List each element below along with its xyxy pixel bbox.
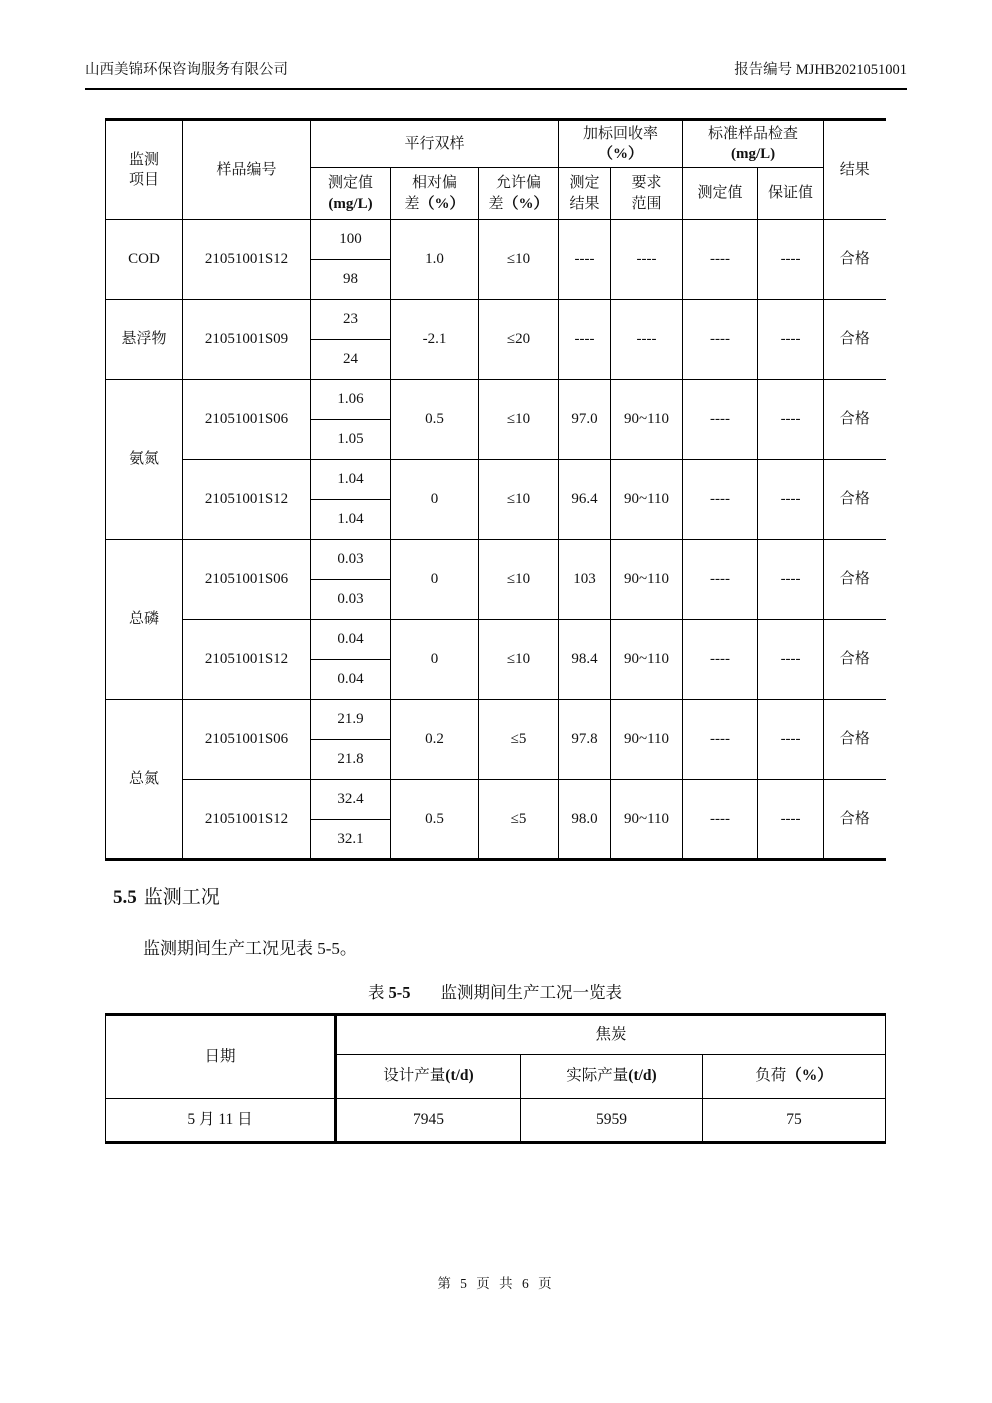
page-header	[85, 58, 907, 90]
col-header-product: 焦炭	[336, 1015, 886, 1055]
measured-value-2: 32.1	[311, 820, 391, 860]
col-header-allowed-dev: 允许偏 差（%）	[479, 168, 559, 220]
date-cell: 5 月 11 日	[106, 1099, 336, 1143]
measured-value-1: 1.04	[311, 460, 391, 500]
recovery-result: 96.4	[559, 460, 611, 540]
col-header-design-output: 设计产量(t/d)	[336, 1055, 521, 1099]
measured-value-1: 0.03	[311, 540, 391, 580]
result: 合格	[824, 220, 886, 300]
table-row	[106, 1099, 886, 1143]
result: 合格	[824, 780, 886, 860]
relative-deviation: 0	[391, 620, 479, 700]
allowed-deviation: ≤10	[479, 540, 559, 620]
relative-deviation: 0	[391, 540, 479, 620]
sample-id: 21051001S06	[183, 380, 311, 460]
report-number: 报告编号 MJHB2021051001	[734, 62, 907, 78]
recovery-range: ----	[611, 220, 683, 300]
std-certified: ----	[758, 780, 824, 860]
caption-prefix: 表	[368, 983, 385, 1002]
relative-deviation: -2.1	[391, 300, 479, 380]
measured-value-2: 1.05	[311, 420, 391, 460]
std-certified: ----	[758, 220, 824, 300]
recovery-range: 90~110	[611, 780, 683, 860]
col-header-std-measured: 测定值	[683, 168, 758, 220]
recovery-result: 97.0	[559, 380, 611, 460]
result: 合格	[824, 540, 886, 620]
item-name: 悬浮物	[106, 300, 183, 380]
measured-value-2: 24	[311, 340, 391, 380]
actual-output-cell: 5959	[521, 1099, 703, 1143]
qc-results-table	[105, 118, 886, 861]
col-header-load: 负荷（%）	[703, 1055, 886, 1099]
table-caption	[105, 979, 885, 1003]
std-measured: ----	[683, 540, 758, 620]
measured-value-1: 21.9	[311, 700, 391, 740]
std-measured: ----	[683, 620, 758, 700]
load-cell: 75	[703, 1099, 886, 1143]
item-name: COD	[106, 220, 183, 300]
std-measured: ----	[683, 700, 758, 780]
recovery-range: ----	[611, 300, 683, 380]
relative-deviation: 0.5	[391, 380, 479, 460]
recovery-result: ----	[559, 300, 611, 380]
std-certified: ----	[758, 300, 824, 380]
result: 合格	[824, 300, 886, 380]
col-header-rec-range: 要求 范围	[611, 168, 683, 220]
measured-value-1: 23	[311, 300, 391, 340]
item-name: 总氮	[106, 700, 183, 860]
production-table	[105, 1013, 886, 1144]
std-measured: ----	[683, 300, 758, 380]
std-measured: ----	[683, 460, 758, 540]
relative-deviation: 0.2	[391, 700, 479, 780]
relative-deviation: 0	[391, 460, 479, 540]
recovery-range: 90~110	[611, 540, 683, 620]
col-header-measured: 测定值 (mg/L)	[311, 168, 391, 220]
allowed-deviation: ≤10	[479, 460, 559, 540]
col-header-std-certified: 保证值	[758, 168, 824, 220]
item-name: 总磷	[106, 540, 183, 700]
recovery-range: 90~110	[611, 460, 683, 540]
page-number: 第 5 页 共 6 页	[437, 1276, 555, 1291]
result: 合格	[824, 700, 886, 780]
recovery-range: 90~110	[611, 620, 683, 700]
allowed-deviation: ≤20	[479, 300, 559, 380]
company-name: 山西美锦环保咨询服务有限公司	[85, 62, 288, 78]
recovery-result: 103	[559, 540, 611, 620]
measured-value-1: 1.06	[311, 380, 391, 420]
std-measured: ----	[683, 220, 758, 300]
allowed-deviation: ≤10	[479, 620, 559, 700]
allowed-deviation: ≤10	[479, 380, 559, 460]
recovery-range: 90~110	[611, 380, 683, 460]
allowed-deviation: ≤5	[479, 780, 559, 860]
measured-value-2: 21.8	[311, 740, 391, 780]
sample-id: 21051001S06	[183, 700, 311, 780]
col-header-rec-result: 测定 结果	[559, 168, 611, 220]
std-certified: ----	[758, 700, 824, 780]
allowed-deviation: ≤5	[479, 700, 559, 780]
sample-id: 21051001S12	[183, 220, 311, 300]
section-heading	[113, 882, 220, 909]
sample-id: 21051001S12	[183, 460, 311, 540]
recovery-range: 90~110	[611, 700, 683, 780]
recovery-result: 98.4	[559, 620, 611, 700]
item-name: 氨氮	[106, 380, 183, 540]
std-certified: ----	[758, 540, 824, 620]
sample-id: 21051001S06	[183, 540, 311, 620]
section-title: 监测工况	[143, 887, 220, 908]
measured-value-2: 98	[311, 260, 391, 300]
recovery-result: 98.0	[559, 780, 611, 860]
std-measured: ----	[683, 780, 758, 860]
result: 合格	[824, 380, 886, 460]
measured-value-1: 32.4	[311, 780, 391, 820]
std-certified: ----	[758, 380, 824, 460]
body-paragraph: 监测期间生产工况见表 5-5。	[143, 939, 357, 958]
recovery-result: ----	[559, 220, 611, 300]
design-output-cell: 7945	[336, 1099, 521, 1143]
col-header-sample-id: 样品编号	[183, 120, 311, 220]
caption-number: 5-5	[388, 983, 411, 1002]
measured-value-2: 0.04	[311, 660, 391, 700]
measured-value-1: 100	[311, 220, 391, 260]
col-header-actual-output: 实际产量(t/d)	[521, 1055, 703, 1099]
sample-id: 21051001S09	[183, 300, 311, 380]
recovery-result: 97.8	[559, 700, 611, 780]
relative-deviation: 1.0	[391, 220, 479, 300]
std-certified: ----	[758, 620, 824, 700]
col-header-item: 监测 项目	[106, 120, 183, 220]
measured-value-1: 0.04	[311, 620, 391, 660]
sample-id: 21051001S12	[183, 780, 311, 860]
measured-value-2: 0.03	[311, 580, 391, 620]
result: 合格	[824, 460, 886, 540]
col-header-parallel: 平行双样	[311, 120, 559, 168]
col-header-result: 结果	[824, 120, 886, 220]
result: 合格	[824, 620, 886, 700]
col-header-date: 日期	[106, 1015, 336, 1099]
measured-value-2: 1.04	[311, 500, 391, 540]
col-header-recovery: 加标回收率 （%）	[559, 120, 683, 168]
std-certified: ----	[758, 460, 824, 540]
section-number: 5.5	[113, 887, 137, 908]
std-measured: ----	[683, 380, 758, 460]
caption-title: 监测期间生产工况一览表	[440, 983, 622, 1002]
col-header-relative-dev: 相对偏 差（%）	[391, 168, 479, 220]
sample-id: 21051001S12	[183, 620, 311, 700]
relative-deviation: 0.5	[391, 780, 479, 860]
col-header-standard: 标准样品检查 (mg/L)	[683, 120, 824, 168]
allowed-deviation: ≤10	[479, 220, 559, 300]
